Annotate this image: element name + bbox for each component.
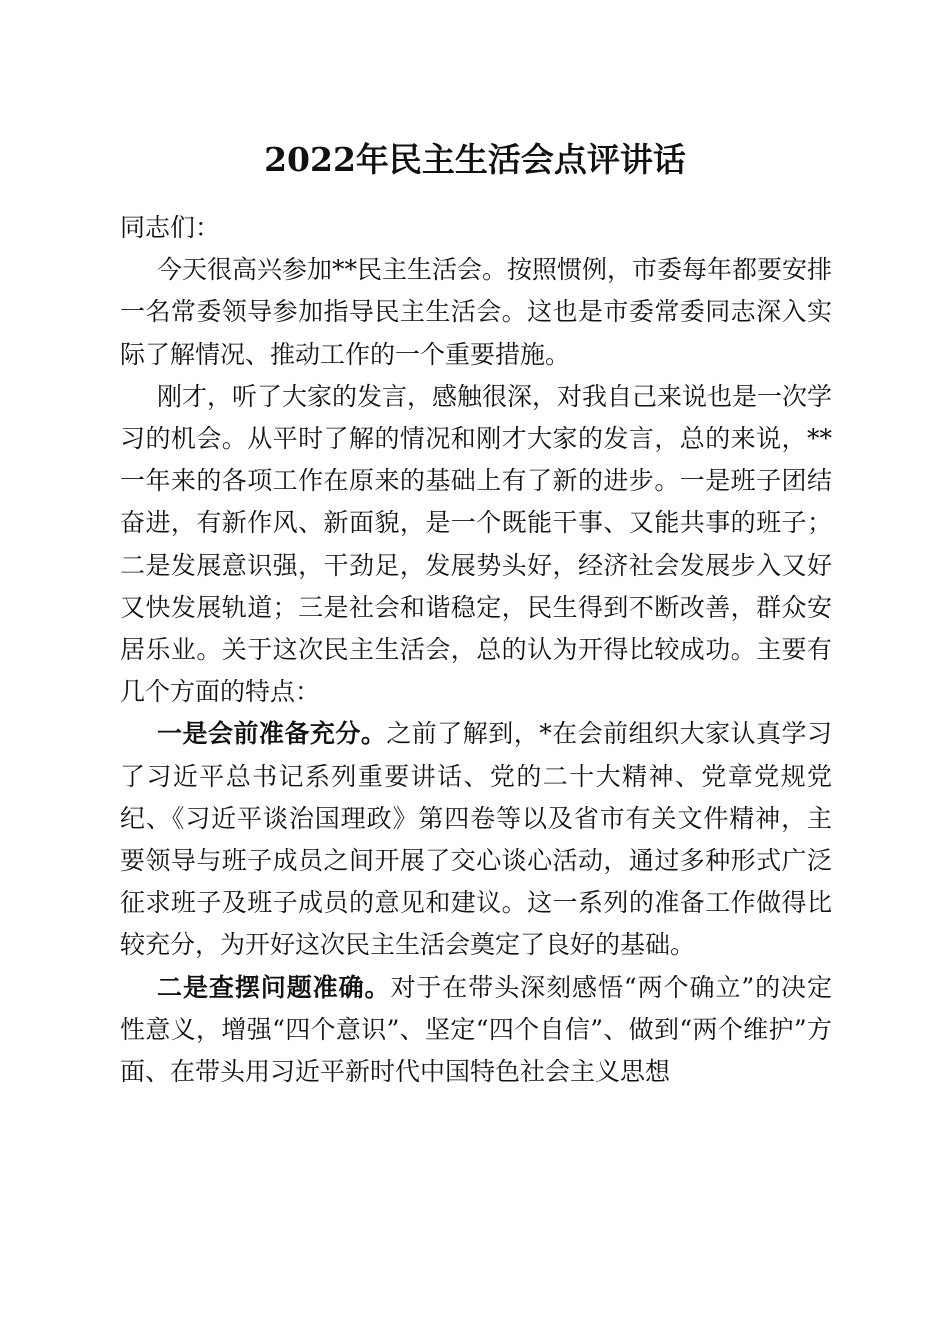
document-body (120, 207, 832, 1093)
paragraph-text: 对于在带头深刻感悟“两个确立”的决定性意义，增强“四个意识”、坚定“四个自信”、做到“两个维护”方面、在带头用习近平新时代中国特色社会主义思想 (120, 972, 832, 1087)
document-title: 2022年民主生活会点评讲话 (264, 140, 686, 179)
paragraph-overview (120, 376, 832, 714)
paragraph-point-two (120, 967, 832, 1094)
paragraph-opening (120, 249, 832, 376)
paragraph-lead: 二是查摆问题准确。 (157, 972, 391, 1002)
paragraph-lead: 一是会前准备充分。 (157, 719, 387, 749)
salutation: 同志们： (120, 213, 221, 242)
paragraph-text: 刚才，听了大家的发言，感触很深，对我自己来说也是一次学习的机会。从平时了解的情况和刚才大家的发言，总的来说，**一年来的各项工作在原来的基础上有了新的进步。一是班子团结奋进，有新作风、新面貌，是一个既能干事、又能共事的班子；二是发展意识强，干劲足，发展势头好，经济社会发展步入又好又快发展轨道；三是社会和谐稳定，民生得到不断改善，群众安居乐业。关于这次民主生活会，总的认为开得比较成功。主要有几个方面的特点： (120, 381, 833, 707)
paragraph-text: 之前了解到，*在会前组织大家认真学习了习近平总书记系列重要讲话、党的二十大精神、党章党规党纪、《习近平谈治国理政》第四卷等以及省市有关文件精神，主要领导与班子成员之间开展了交心谈心活动，通过多种形式广泛征求班子及班子成员的意见和建议。这一系列的准备工作做得比较充分，为开好这次民主生活会奠定了良好的基础。 (120, 719, 832, 960)
paragraph-point-one (120, 713, 832, 966)
paragraph-text: 今天很高兴参加**民主生活会。按照惯例，市委每年都要安排一名常委领导参加指导民主生活会。这也是市委常委同志深入实际了解情况、推动工作的一个重要措施。 (120, 255, 833, 369)
